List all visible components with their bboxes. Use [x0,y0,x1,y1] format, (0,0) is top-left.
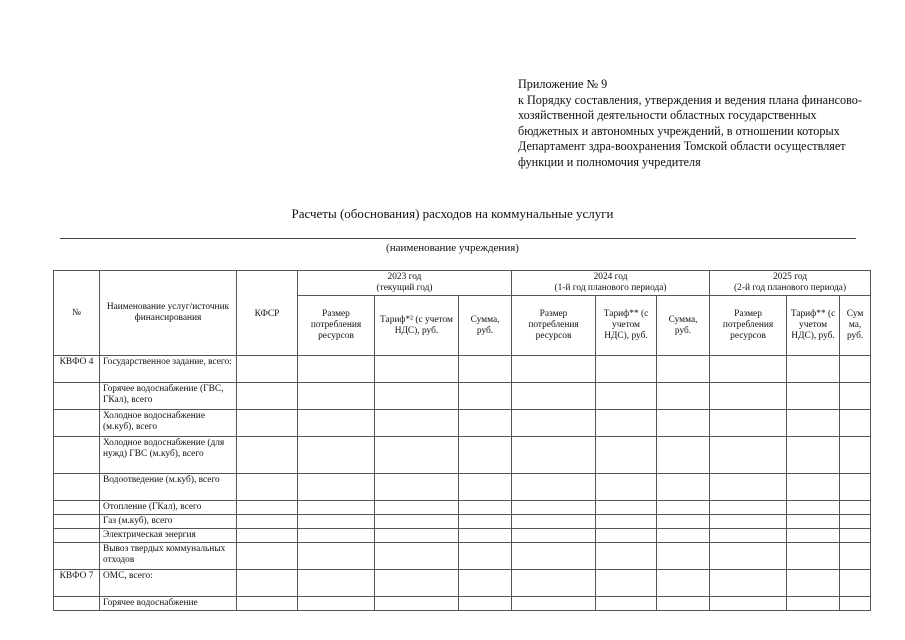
table-row [54,570,871,597]
col-name-header: Наименование услуг/источник финансирования [100,271,237,356]
col-kfsr-header: КФСР [237,271,298,356]
row-name: Горячее водоснабжение [100,597,237,611]
col-size-header: Размер потребления ресурсов [512,296,596,356]
table-row [54,474,871,501]
table-row [54,410,871,437]
table-row [54,515,871,529]
row-num [54,543,100,570]
table-row [54,501,871,515]
row-name: Газ (м.куб), всего [100,515,237,529]
row-name: Холодное водоснабжение (для нужд) ГВС (м.куб), всего [100,437,237,474]
period-2023-header [298,271,512,296]
period-2024-header [512,271,710,296]
table-row [54,597,871,611]
row-num: КВФО 7 [54,570,100,597]
row-num [54,410,100,437]
appendix-number: Приложение № 9 [518,77,608,91]
row-num [54,529,100,543]
table-row [54,437,871,474]
col-tariff-header: Тариф** (с учетом НДС), руб. [596,296,657,356]
row-name: Отопление (ГКал), всего [100,501,237,515]
institution-caption: (наименование учреждения) [386,242,519,254]
period-note: (1-й год планового периода) [554,283,667,293]
document-title: Расчеты (обоснования) расходов на коммунальные услуги [291,206,614,221]
row-num [54,515,100,529]
row-num [54,437,100,474]
row-name: Государственное задание, всего: [100,356,237,383]
row-num [54,383,100,410]
institution-name-line [60,238,856,239]
utilities-table [53,270,871,611]
row-name: Вывоз твердых коммунальных отходов [100,543,237,570]
row-name: Водоотведение (м.куб), всего [100,474,237,501]
period-year: 2024 год [593,272,628,282]
col-size-header: Размер потребления ресурсов [298,296,375,356]
row-name: Горячее водоснабжение (ГВС, ГКал), всего [100,383,237,410]
col-tariff-header: Тариф*² (с учетом НДС), руб. [375,296,459,356]
row-name: ОМС, всего: [100,570,237,597]
table-row [54,529,871,543]
row-name: Электрическая энергия [100,529,237,543]
period-year: 2023 год [387,272,422,282]
appendix-note [518,77,863,171]
table-row [54,543,871,570]
row-num: КВФО 4 [54,356,100,383]
table-row [54,356,871,383]
col-sum-header: Сум ма, руб. [840,296,871,356]
row-num [54,501,100,515]
col-size-header: Размер потребления ресурсов [710,296,787,356]
row-name: Холодное водоснабжение (м.куб), всего [100,410,237,437]
table-row [54,383,871,410]
row-num [54,597,100,611]
period-2025-header [710,271,871,296]
col-num-header: № [54,271,100,356]
period-year: 2025 год [773,272,808,282]
row-num [54,474,100,501]
col-sum-header: Сумма, руб. [657,296,710,356]
period-note: (2-й год планового периода) [734,283,847,293]
appendix-text: к Порядку составления, утверждения и ведения плана финансово-хозяйственной деятельности областных государственных бюджетных и автономных учреждений, в отношении которых Департамент здра-воохранения Томской области осуществляет функции и полномочия учредителя [518,92,862,169]
period-note: (текущий год) [376,283,433,293]
col-tariff-header: Тариф** (с учетом НДС), руб. [787,296,840,356]
col-sum-header: Сумма, руб. [459,296,512,356]
